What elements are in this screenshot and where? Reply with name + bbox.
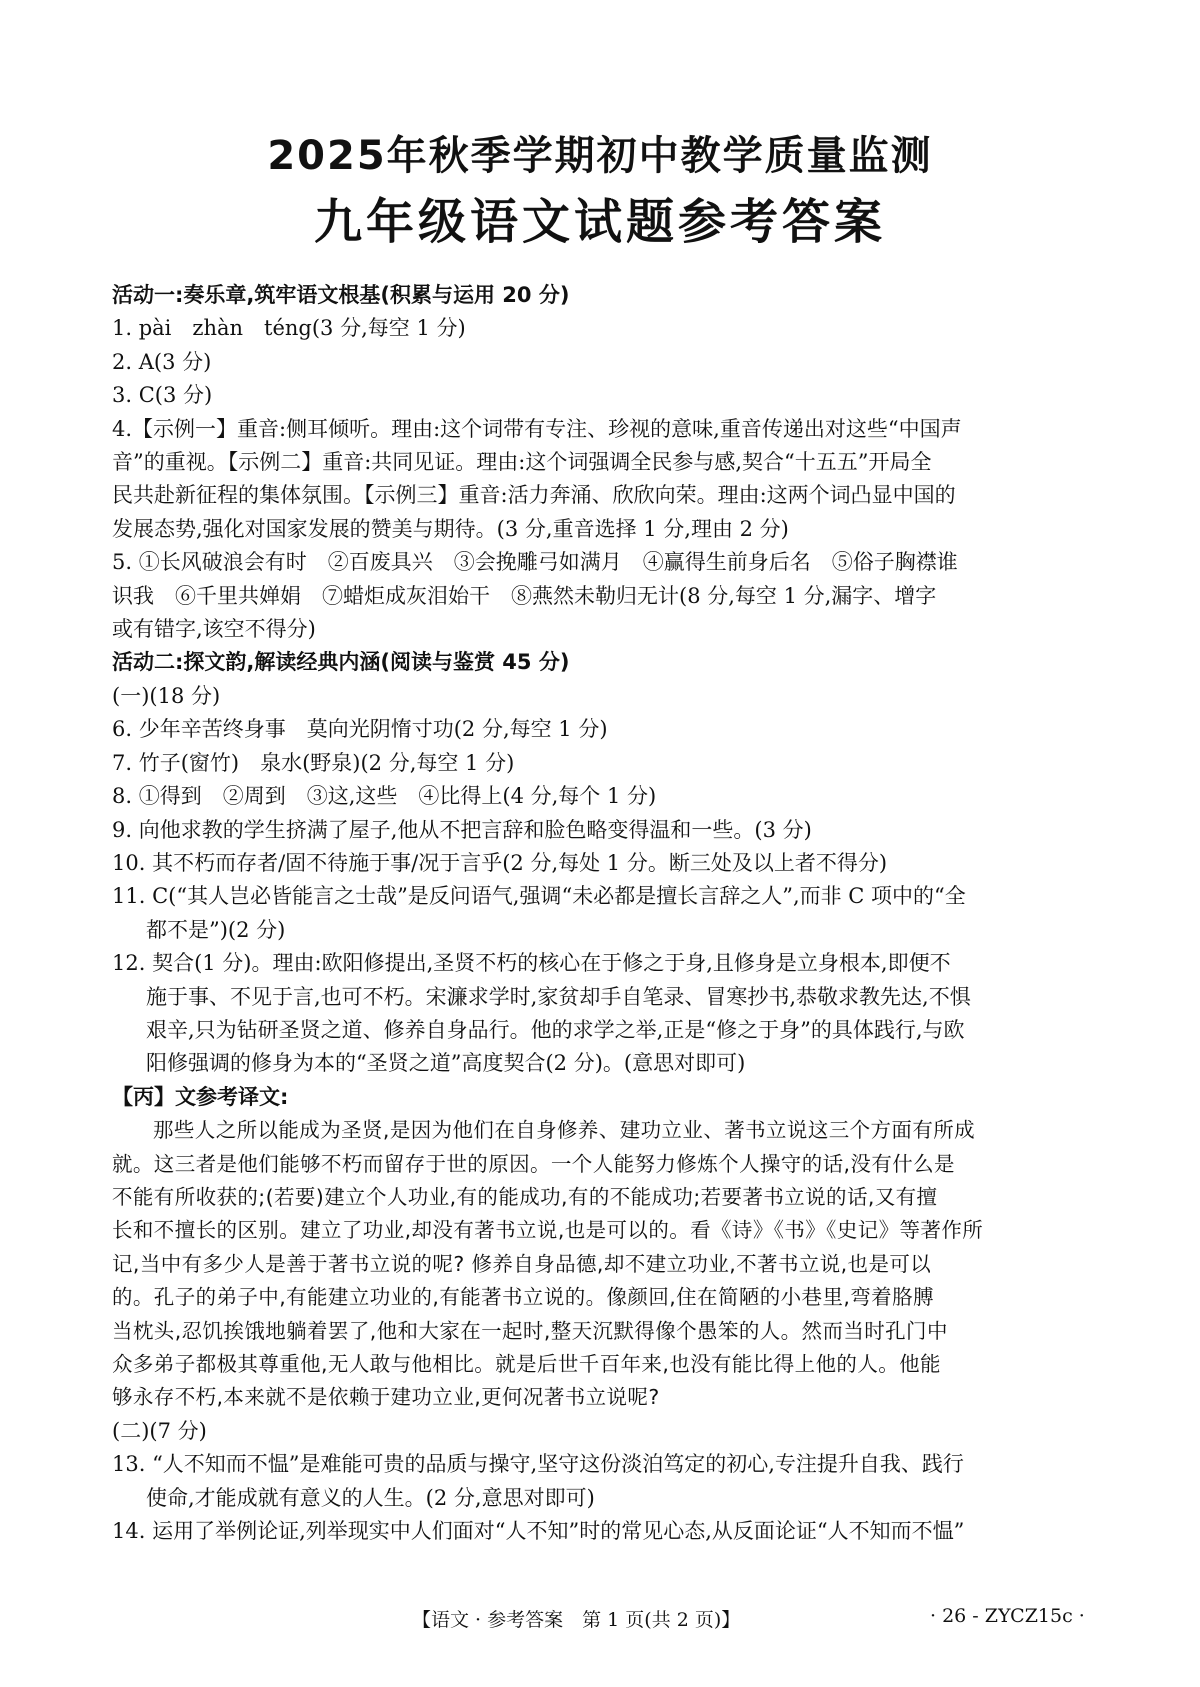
answer-13 (112, 1448, 1102, 1515)
translation-line: 当枕头,忍饥挨饿地躺着罢了,他和大家在一起时,整天沉默得像个愚笨的人。然而当时孔门中 (112, 1318, 948, 1343)
answer-13-line: 13. “人不知而不愠”是难能可贵的品质与操守,坚守这份淡泊笃定的初心,专注提升自我、践行 (112, 1452, 964, 1477)
answer-13-line: 使命,才能成就有意义的人生。(2 分,意思对即可) (146, 1485, 595, 1510)
answer-4 (112, 413, 1102, 547)
answer-8: 8. ①得到 ②周到 ③这,这些 ④比得上(4 分,每个 1 分) (112, 784, 657, 809)
translation-heading: 【丙】文参考译文: (112, 1084, 289, 1109)
answer-6: 6. 少年辛苦终身事 莫向光阴惰寸功(2 分,每空 1 分) (112, 717, 608, 742)
translation-line: 的。孔子的弟子中,有能建立功业的,有能著书立说的。像颜回,住在简陋的小巷里,弯着胳膊 (112, 1285, 934, 1310)
footer-code: · 26 - ZYCZ15c · (930, 1605, 1085, 1627)
answer-4-line: 4.【示例一】重音:侧耳倾听。理由:这个词带有专注、珍视的意味,重音传递出对这些“中国声 (112, 416, 962, 441)
section-heading-activity1: 活动一:奏乐章,筑牢语文根基(积累与运用 20 分) (112, 283, 570, 307)
answer-content (112, 279, 1102, 1548)
translation-line: 记,当中有多少人是善于著书立说的呢? 修养自身品德,却不建立功业,不著书立说,也是可以 (112, 1251, 932, 1276)
translation-line: 那些人之所以能成为圣贤,是因为他们在自身修养、建功立业、著书立说这三个方面有所成 (153, 1118, 976, 1143)
footer-page-info: 【语文 · 参考答案 第 1 页(共 2 页)】 (412, 1609, 741, 1631)
page-footer (0, 1605, 1200, 1635)
answer-11 (112, 880, 1102, 947)
answer-1: 1. pài zhàn téng(3 分,每空 1 分) (112, 316, 466, 341)
translation-line: 不能有所收获的;(若要)建立个人功业,有的能成功,有的不能成功;若要著书立说的话,又有擅 (112, 1184, 938, 1209)
exam-title: 2025年秋季学期初中教学质量监测 (267, 133, 933, 179)
answer-5-line: 或有错字,该空不得分) (112, 617, 316, 642)
answer-7: 7. 竹子(窗竹) 泉水(野泉)(2 分,每空 1 分) (112, 750, 515, 775)
answer-4-line: 民共赴新征程的集体氛围。【示例三】重音:活力奔涌、欣欣向荣。理由:这两个词凸显中国的 (112, 483, 956, 508)
answer-12-line: 艰辛,只为钻研圣贤之道、修养自身品行。他的求学之举,正是“修之于身”的具体践行,与欧 (146, 1017, 965, 1042)
part-heading-1: (一)(18 分) (112, 683, 221, 708)
translation-line: 就。这三者是他们能够不朽而留存于世的原因。一个人能努力修炼个人操守的话,没有什么是 (112, 1151, 955, 1176)
answer-11-line: 都不是”)(2 分) (146, 917, 286, 942)
translation-line: 够永存不朽,本来就不是依赖于建功立业,更何况著书立说呢? (112, 1385, 660, 1410)
answer-12-line: 施于事、不见于言,也可不朽。宋濂求学时,家贫却手自笔录、冒寒抄书,恭敬求教先达,不惧 (146, 984, 971, 1009)
answer-4-line: 音”的重视。【示例二】重音:共同见证。理由:这个词强调全民参与感,契合“十五五”开局全 (112, 450, 932, 475)
translation-line: 长和不擅长的区别。建立了功业,却没有著书立说,也是可以的。看《诗》《书》《史记》等著作所 (112, 1218, 984, 1243)
answer-5-line: 识我 ⑥千里共婵娟 ⑦蜡炬成灰泪始干 ⑧燕然未勒归无计(8 分,每空 1 分,漏字、增字 (112, 583, 937, 608)
answer-12 (112, 947, 1102, 1081)
answer-5-line: 5. ①长风破浪会有时 ②百废具兴 ③会挽雕弓如满月 ④赢得生前身后名 ⑤俗子胸襟谁 (112, 550, 958, 575)
answer-14: 14. 运用了举例论证,列举现实中人们面对“人不知”时的常见心态,从反面论证“人不知而不愠” (112, 1519, 965, 1544)
answer-12-line: 阳修强调的修身为本的“圣贤之道”高度契合(2 分)。(意思对即可) (146, 1051, 746, 1076)
answer-9: 9. 向他求教的学生挤满了屋子,他从不把言辞和脸色略变得温和一些。(3 分) (112, 817, 812, 842)
part-heading-2: (二)(7 分) (112, 1418, 207, 1443)
answer-12-line: 12. 契合(1 分)。理由:欧阳修提出,圣贤不朽的核心在于修之于身,且修身是立身根本,即便不 (112, 951, 951, 976)
answer-11-line: 11. C(“其人岂必皆能言之士哉”是反问语气,强调“未必都是擅长言辞之人”,而非 C 项中的“全 (112, 884, 966, 909)
answer-10: 10. 其不朽而存者/固不待施于事/况于言乎(2 分,每处 1 分。断三处及以上者不得分) (112, 850, 888, 875)
document-title: 九年级语文试题参考答案 (313, 194, 886, 250)
answer-3: 3. C(3 分) (112, 383, 213, 408)
translation-text (112, 1114, 1102, 1415)
answer-4-line: 发展态势,强化对国家发展的赞美与期待。(3 分,重音选择 1 分,理由 2 分) (112, 516, 789, 541)
translation-line: 众多弟子都极其尊重他,无人敢与他相比。就是后世千百年来,也没有能比得上他的人。他能 (112, 1352, 941, 1376)
answer-2: 2. A(3 分) (112, 349, 212, 374)
section-heading-activity2: 活动二:探文韵,解读经典内涵(阅读与鉴赏 45 分) (112, 650, 570, 675)
answer-5 (112, 546, 1102, 646)
